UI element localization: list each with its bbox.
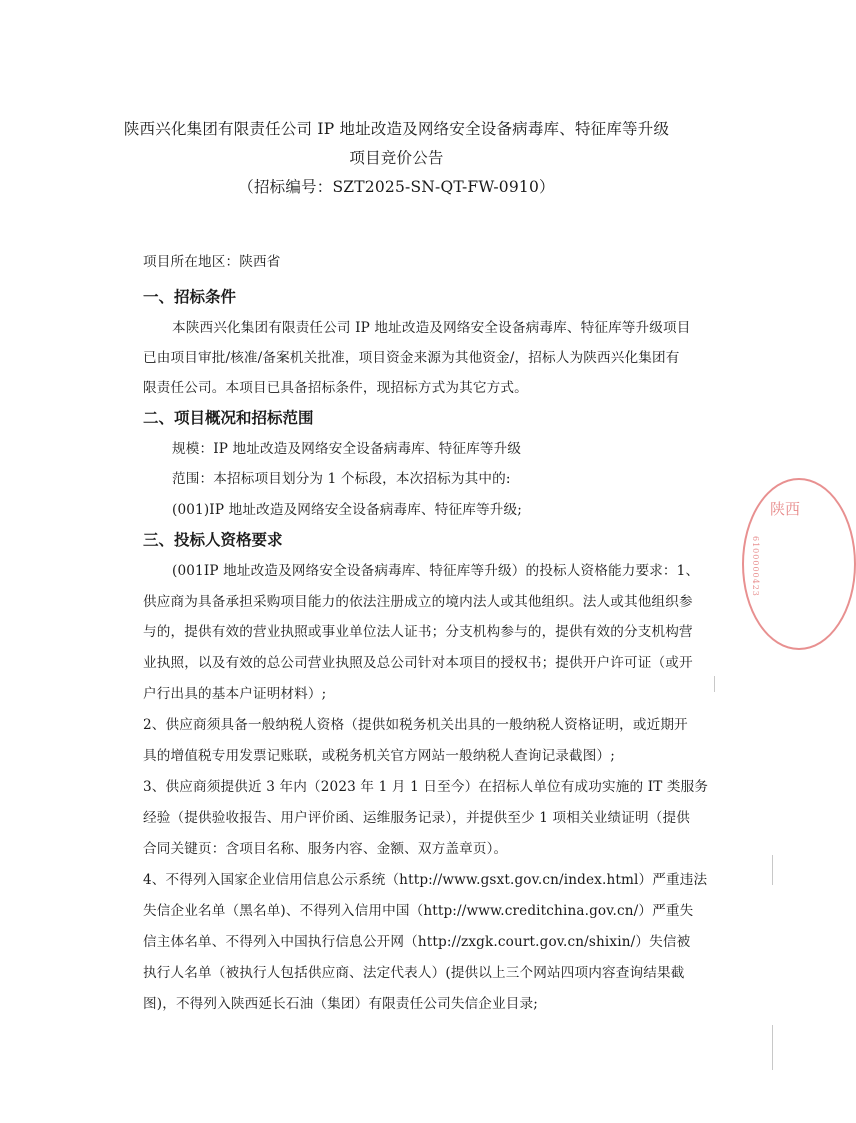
- section-3-line: (001IP 地址改造及网络安全设备病毒库、特征库等升级）的投标人资格能力要求：1、: [172, 563, 700, 579]
- scan-mark: [772, 1025, 773, 1070]
- section-2-line: 规模：IP 地址改造及网络安全设备病毒库、特征库等升级: [172, 441, 522, 457]
- section-3-line: 图)，不得列入陕西延长石油（集团）有限责任公司失信企业目录;: [143, 996, 539, 1012]
- section-3-line: 供应商为具备承担采购项目能力的依法注册成立的境内法人或其他组织。法人或其他组织参: [143, 594, 693, 610]
- section-3-line: 3、供应商须提供近 3 年内（2023 年 1 月 1 日至今）在招标人单位有成功实施的 IT 类服务: [143, 779, 709, 795]
- seal-number: 6100000423: [751, 536, 760, 597]
- section-3-line: 与的，提供有效的营业执照或事业单位法人证书；分支机构参与的，提供有效的分支机构营: [143, 624, 693, 640]
- scan-mark: [714, 676, 715, 692]
- section-3-line: 业执照，以及有效的总公司营业执照及总公司针对本项目的授权书；提供开户许可证（或开: [143, 655, 693, 671]
- section-1-line: 本陕西兴化集团有限责任公司 IP 地址改造及网络安全设备病毒库、特征库等升级项目: [172, 320, 691, 336]
- section-1-heading: 一、招标条件: [143, 288, 237, 306]
- section-1-line: 限责任公司。本项目已具备招标条件，现招标方式为其它方式。: [143, 380, 528, 396]
- section-3-line: 经验（提供验收报告、用户评价函、运维服务记录），并提供至少 1 项相关业绩证明（提供: [143, 810, 690, 826]
- section-3-line: 信主体名单、不得列入中国执行信息公开网（http://zxgk.court.gov.cn/shixin/）失信被: [143, 934, 691, 950]
- scan-mark: [772, 855, 773, 885]
- section-3-line: 合同关键页：含项目名称、服务内容、金额、双方盖章页）。: [143, 841, 508, 857]
- title-line-2: 项目竞价公告: [349, 149, 444, 167]
- section-3-line: 执行人名单（被执行人包括供应商、法定代表人）(提供以上三个网站四项内容查询结果截: [143, 965, 685, 981]
- seal-text: 陕西: [770, 500, 801, 518]
- section-2-heading: 二、项目概况和招标范围: [143, 409, 314, 427]
- section-1-line: 已由项目审批/核准/备案机关批准，项目资金来源为其他资金/，招标人为陕西兴化集团有: [143, 350, 680, 366]
- section-2-line: (001)IP 地址改造及网络安全设备病毒库、特征库等升级;: [172, 502, 522, 518]
- section-3-line: 失信企业名单（黑名单)、不得列入信用中国（http://www.creditchina.gov.cn/）严重失: [143, 903, 694, 919]
- section-3-line: 具的增值税专用发票记账联，或税务机关官方网站一般纳税人查询记录截图）;: [143, 748, 616, 764]
- section-2-line: 范围：本招标项目划分为 1 个标段，本次招标为其中的:: [172, 471, 511, 487]
- region-line: 项目所在地区：陕西省: [143, 254, 281, 270]
- section-3-line: 2、供应商须具备一般纳税人资格（提供如税务机关出具的一般纳税人资格证明，或近期开: [143, 717, 688, 733]
- section-3-line: 4、不得列入国家企业信用信息公示系统（http://www.gsxt.gov.cn/index.html）严重违法: [143, 872, 708, 888]
- section-3-line: 户行出具的基本户证明材料）;: [143, 686, 327, 702]
- title-line-3: （招标编号：SZT2025-SN-QT-FW-0910）: [238, 178, 555, 196]
- section-3-heading: 三、投标人资格要求: [143, 531, 283, 549]
- title-line-1: 陕西兴化集团有限责任公司 IP 地址改造及网络安全设备病毒库、特征库等升级: [123, 120, 670, 138]
